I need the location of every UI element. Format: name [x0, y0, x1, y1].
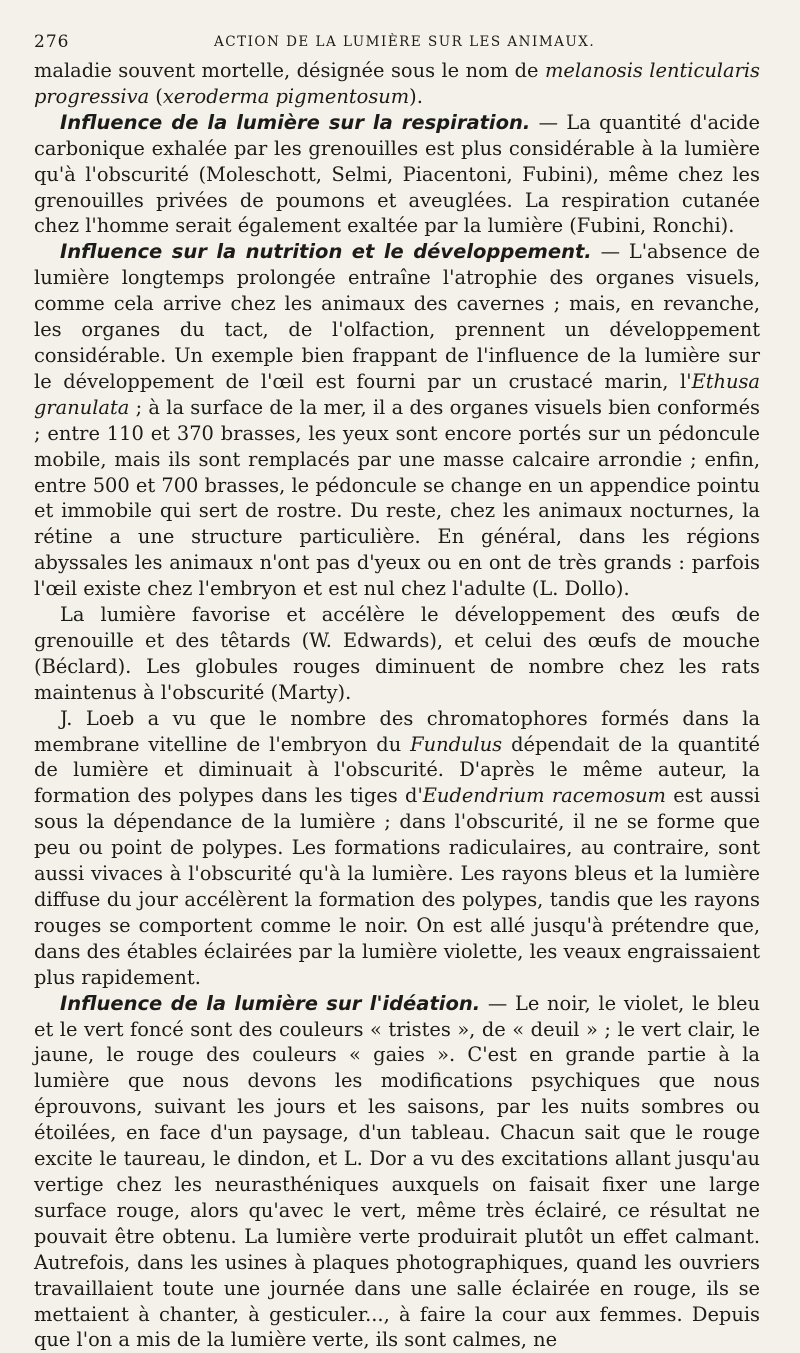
- paragraph-development: [34, 602, 760, 706]
- text-run: — Le noir, le violet, le bleu et le vert foncé sont des couleurs « tristes », de « deuil » ; le vert clair, le jaune, le rouge des couleurs « gaies ». C'est en grande partie à la lumière que nous devons les modifications psychiques que nous éprouvons, suivant les jours et les saisons, par les nuits sombres ou étoilées, en face d'un paysage, d'un tableau. Chacun sait que le rouge excite le taureau, le dindon, et L. Dor a vu des excitations allant jusqu'au vertige chez les neurasthéniques auxquels on faisait fixer une large surface rouge, alors qu'avec le vert, même très éclairé, ce résultat ne pouvait être obtenu. La lumière verte produirait plutôt un effet calmant. Autrefois, dans les usines à plaques photographiques, quand les ouvriers travaillaient toute une journée dans une salle éclairée en rouge, ils se mettaient à chanter, à gesticuler..., à faire la cour aux femmes. Depuis que l'on a mis de la lumière verte, ils sont calmes, ne: [34, 991, 760, 1352]
- scientific-name: Fundulus: [410, 732, 503, 756]
- running-title: ACTION DE LA LUMIÈRE SUR LES ANIMAUX.: [214, 34, 596, 50]
- paragraph-continuation: [34, 58, 760, 110]
- scientific-name: melanosis lenticularis progressiva: [34, 59, 760, 108]
- body-text: [34, 58, 760, 1353]
- scientific-name: Ethusa granulata: [34, 369, 760, 419]
- text-run: — L'absence de lumière longtemps prolongée entraîne l'atrophie des organes visuels, comme cela arrive chez les animaux des cavernes ; mais, en revanche, les organes du tact, de l'olfaction, prennent un développement considérable. Un exemple bien frappant de l'influence de la lumière sur le développement de l'œil est fourni par un crustacé marin, l': [34, 240, 760, 393]
- text-run: dépendait de la quantité de lumière et diminuait à l'obscurité. D'après le même auteur, la formation des polypes dans les tiges d': [34, 732, 761, 808]
- text-run: maladie souvent mortelle, désignée sous le nom de: [34, 59, 545, 82]
- paragraph-nutrition: [34, 239, 760, 602]
- text-run: La lumière favorise et accélère le développement des œufs de grenouille et des têtards (W. Edwards), et celui des œufs de mouche (Béclard). Les globules rouges diminuent de nombre chez les rats maintenus à l'obscurité (Marty).: [34, 603, 760, 704]
- scientific-name: xeroderma pigmentosum: [162, 84, 410, 108]
- paragraph-ideation: [34, 991, 760, 1353]
- text-run: est aussi sous la dépendance de la lumière ; dans l'obscurité, il ne se forme que peu ou point de polypes. Les formations radiculaires, au contraire, sont aussi vivaces à l'obscurité qu'à la lumière. Les rayons bleus et la lumière diffuse du jour accélèrent la formation des polypes, tandis que les rayons rouges se comportent comme le noir. On est allé jusqu'à prétendre que, dans des étables éclairées par la lumière violette, les veaux engraissaient plus rapidement.: [34, 784, 760, 989]
- section-title-nutrition: Influence sur la nutrition et le développement.: [60, 240, 592, 264]
- text-run: ).: [409, 84, 423, 108]
- scientific-name: Eudendrium racemosum: [422, 784, 666, 808]
- section-title-respiration: Influence de la lumière sur la respiration.: [60, 110, 531, 134]
- section-title-ideation: Influence de la lumière sur l'idéation.: [60, 991, 481, 1015]
- paragraph-loeb: [34, 706, 760, 991]
- text-run: J. Loeb a vu que le nombre des chromatophores formés dans la membrane vitelline de l'embryon du: [34, 706, 760, 756]
- paragraph-respiration: [34, 110, 760, 240]
- page-number: 276: [34, 32, 70, 52]
- text-run: ; à la surface de la mer, il a des organes visuels bien conformés ; entre 110 et 370 brasses, les yeux sont encore portés sur un pédoncule mobile, mais ils sont remplacés par une masse calcaire arrondie ; enfin, entre 500 et 700 brasses, le pédoncule se change en un appendice pointu et immobile qui sert de rostre. Du reste, chez les animaux nocturnes, la rétine a une structure particulière. En général, dans les régions abyssales les animaux n'ont pas d'yeux ou en ont de très grands : parfois l'œil existe chez l'embryon et est nul chez l'adulte (L. Dollo).: [34, 395, 760, 601]
- running-head: [34, 28, 760, 58]
- text-run: — La quantité d'acide carbonique exhalée par les grenouilles est plus considérable à la lumière qu'à l'obscurité (Moleschott, Selmi, Piacentoni, Fubini), même chez les grenouilles privées de poumons et aveuglées. La respiration cutanée chez l'homme serait également exaltée par la lumière (Fubini, Ronchi).: [34, 110, 760, 238]
- text-run: (: [149, 84, 163, 108]
